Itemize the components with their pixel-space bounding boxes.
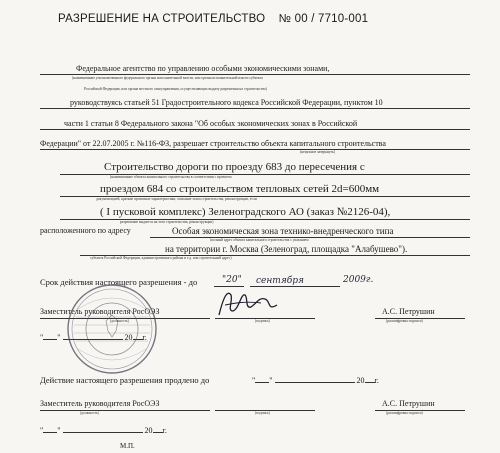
signer1-name: А.С. Петрушин: [382, 307, 435, 316]
signer1-date: " " 20 г.: [40, 333, 147, 342]
rule: [150, 237, 470, 238]
rule: [40, 149, 470, 150]
location-line-1: Особая экономическая зона технико-внедренческого типа: [172, 226, 394, 236]
caption: (подпись): [255, 319, 270, 323]
caption: (расшифровка подписи): [386, 411, 423, 415]
caption: (наименование уполномоченного федерального органа исполнительной власти, или органа исполнительной власти субъекта: [72, 76, 263, 80]
validity-month: сентября: [256, 276, 305, 286]
validity-year: 2009г.: [343, 275, 374, 285]
validity-label: Срок действия настоящего разрешения - до: [40, 277, 198, 287]
caption: (должность): [80, 411, 99, 415]
caption: документацией, краткие проектные характеристики, описание этапа строительства, реконструкции, если: [96, 197, 257, 201]
signer2-name: А.С. Петрушин: [382, 399, 435, 408]
issuer-line-1: Федеральное агентство по управлению особыми экономическими зонами,: [76, 64, 330, 73]
caption: (расшифровка подписи): [386, 319, 423, 323]
rule: [40, 74, 470, 75]
location-label: расположенного по адресу: [40, 226, 131, 235]
object-line-3: ( I пусковой комплекс) Зеленоградского АО (заказ №2126-04),: [100, 206, 391, 218]
permit-number: 00 / 7710-001: [294, 13, 369, 25]
number-prefix: №: [278, 13, 292, 25]
extension-label: Действие настоящего разрешения продлено до: [40, 375, 210, 385]
rule: [40, 410, 210, 411]
object-line-2: проездом 684 со строительством тепловых сетей 2d=600мм: [100, 183, 380, 195]
caption: субъекта Российской Федерации, административного района и т.д. или строительный адрес): [90, 256, 232, 260]
caption: (должность): [110, 319, 129, 323]
extension-date: " " 20 г.: [252, 376, 379, 385]
validity-day: "20": [222, 275, 242, 285]
caption: (подпись): [255, 411, 270, 415]
caption: разрешение выдается на этап строительства, реконструкции): [120, 220, 214, 224]
caption: (наименование объекта капитального строительства в соответствии с проектом: [110, 175, 232, 179]
caption: (ненужное зачеркнуть): [300, 150, 336, 154]
rule: [40, 129, 470, 130]
signer2-date: " " 20 г.: [40, 426, 167, 435]
document-title: [58, 13, 368, 25]
object-line-1: Строительство дороги по проезду 683 до пересечения с: [104, 161, 365, 173]
caption: Российской Федерации, или органа местного самоуправления, осуществляющих выдачу разрешения на строительство): [84, 87, 267, 91]
location-line-2: на территории г. Москва (Зеленоград, площадка "Алабушево").: [165, 244, 408, 254]
rule: [40, 108, 470, 109]
title-text: РАЗРЕШЕНИЕ НА СТРОИТЕЛЬСТВО: [58, 13, 266, 25]
handwritten-signature: [215, 285, 285, 321]
issuer-line-3: части 1 статьи 8 Федерального закона "Об особых экономических зонах в Российской: [64, 119, 358, 128]
issuer-line-4: Федерации" от 22.07.2005 г. №116-ФЗ, разрешает строительство объекта капитального строительства: [40, 139, 386, 148]
caption: (полный адрес объекта капитального строительства с указанием: [210, 238, 309, 242]
stamp-label: М.П.: [120, 442, 135, 450]
issuer-line-2: руководствуясь статьей 51 Градостроительного кодекса Российской Федерации, пунктом 10: [70, 98, 383, 107]
signer2-position: Заместитель руководителя РосОЭЗ: [40, 399, 160, 408]
signer1-position: Заместитель руководителя РосОЭЗ: [40, 307, 160, 316]
official-seal: [66, 283, 158, 375]
